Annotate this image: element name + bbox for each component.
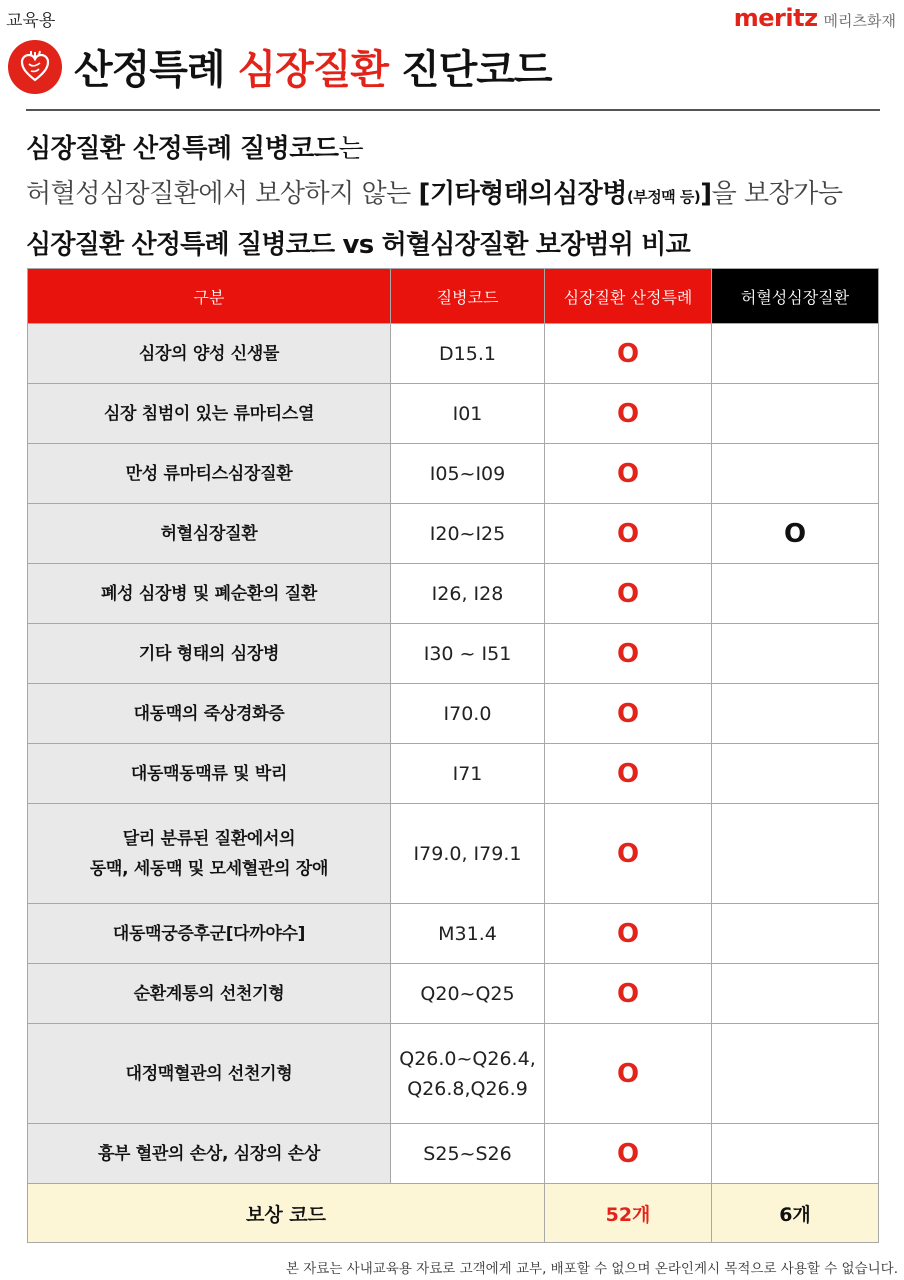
intro-line-2 (26, 173, 843, 210)
table-row (28, 804, 879, 904)
ischemic-mark (712, 964, 879, 1024)
special-case-mark: O (545, 504, 712, 564)
title-row (8, 38, 552, 95)
header-ischemic: 허혈성심장질환 (712, 269, 879, 324)
row-category: 대정맥혈관의 선천기형 (28, 1024, 391, 1124)
title-part-1: 산정특례 (74, 47, 238, 93)
row-code: Q20~Q25 (391, 964, 545, 1024)
row-code: I20~I25 (391, 504, 545, 564)
table-row (28, 384, 879, 444)
intro2-bracket-close: ] (700, 179, 712, 209)
footnote-disclaimer: 본 자료는 사내교육용 자료로 고객에게 교부, 배포할 수 없으며 온라인게시 목적으로 사용할 수 없습니다. (285, 1261, 898, 1277)
intro2-small-note: (부정맥 등) (626, 188, 701, 206)
special-case-mark: O (545, 564, 712, 624)
ischemic-mark (712, 324, 879, 384)
row-category: 대동맥동맥류 및 박리 (28, 744, 391, 804)
table-row (28, 624, 879, 684)
intro2-post: 을 보장가능 (711, 179, 843, 209)
row-code: I30 ~ I51 (391, 624, 545, 684)
special-case-mark: O (545, 1124, 712, 1184)
ischemic-mark: O (712, 504, 879, 564)
row-category: 만성 류마티스심장질환 (28, 444, 391, 504)
special-case-mark: O (545, 744, 712, 804)
row-code: M31.4 (391, 904, 545, 964)
title-accent: 심장질환 (237, 47, 389, 93)
special-case-mark: O (545, 444, 712, 504)
row-code: S25~S26 (391, 1124, 545, 1184)
special-case-mark: O (545, 804, 712, 904)
page-title (74, 38, 552, 95)
special-case-mark: O (545, 964, 712, 1024)
row-category: 심장의 양성 신생물 (28, 324, 391, 384)
comparison-subtitle: 심장질환 산정특례 질병코드 vs 허혈심장질환 보장범위 비교 (26, 230, 690, 260)
total-label: 보상 코드 (28, 1184, 545, 1243)
row-code-line-1: Q26.0~Q26.4, (399, 1047, 536, 1070)
table-row (28, 504, 879, 564)
table-row (28, 964, 879, 1024)
special-case-mark: O (545, 384, 712, 444)
intro-line-1 (26, 128, 363, 165)
row-category: 심장 침범이 있는 류마티스열 (28, 384, 391, 444)
table-row (28, 564, 879, 624)
ischemic-mark (712, 384, 879, 444)
special-case-mark: O (545, 904, 712, 964)
table-row (28, 1124, 879, 1184)
education-tag: 교육용 (6, 11, 56, 31)
row-category: 대동맥의 죽상경화증 (28, 684, 391, 744)
title-divider (26, 109, 880, 111)
ischemic-mark (712, 564, 879, 624)
special-case-mark: O (545, 624, 712, 684)
ischemic-mark (712, 904, 879, 964)
ischemic-mark (712, 684, 879, 744)
row-code (391, 1024, 545, 1124)
row-category: 폐성 심장병 및 폐순환의 질환 (28, 564, 391, 624)
brand-name-korean: 메리츠화재 (823, 12, 896, 30)
ischemic-mark (712, 1124, 879, 1184)
header-special-case: 심장질환 산정특례 (545, 269, 712, 324)
row-code: I70.0 (391, 684, 545, 744)
ischemic-mark (712, 744, 879, 804)
brand-wordmark: meritz (733, 4, 818, 32)
total-special-case: 52개 (545, 1184, 712, 1243)
table-row (28, 904, 879, 964)
table-row (28, 444, 879, 504)
intro-rest: 는 (338, 134, 364, 164)
table-row (28, 744, 879, 804)
table-row (28, 1024, 879, 1124)
ischemic-mark (712, 1024, 879, 1124)
heart-anatomy-icon (8, 40, 62, 94)
row-category: 대동맥궁증후군[다까야수] (28, 904, 391, 964)
comparison-table (27, 268, 879, 1243)
row-category: 허혈심장질환 (28, 504, 391, 564)
row-category: 기타 형태의 심장병 (28, 624, 391, 684)
row-category: 순환계통의 선천기형 (28, 964, 391, 1024)
row-category-line-1: 달리 분류된 질환에서의 (122, 828, 296, 849)
row-code-line-2: Q26.8,Q26.9 (407, 1077, 528, 1100)
title-part-2: 진단코드 (388, 47, 552, 93)
row-code: I79.0, I79.1 (391, 804, 545, 904)
row-category (28, 804, 391, 904)
row-category-line-2: 동맥, 세동맥 및 모세혈관의 장애 (89, 858, 329, 879)
table-row (28, 684, 879, 744)
total-row (28, 1184, 879, 1243)
ischemic-mark (712, 624, 879, 684)
row-code: I26, I28 (391, 564, 545, 624)
row-code: I71 (391, 744, 545, 804)
brand-logo (734, 4, 896, 32)
row-code: I01 (391, 384, 545, 444)
row-code: D15.1 (391, 324, 545, 384)
intro2-pre: 허혈성심장질환에서 보상하지 않는 (26, 179, 419, 209)
row-category: 흉부 혈관의 손상, 심장의 손상 (28, 1124, 391, 1184)
ischemic-mark (712, 444, 879, 504)
intro2-bracket-open: [ (418, 179, 430, 209)
intro2-bracket-text: 기타형태의심장병 (429, 179, 627, 209)
row-code: I05~I09 (391, 444, 545, 504)
table-row (28, 324, 879, 384)
header-code: 질병코드 (391, 269, 545, 324)
special-case-mark: O (545, 684, 712, 744)
special-case-mark: O (545, 1024, 712, 1124)
intro-bold: 심장질환 산정특례 질병코드 (26, 134, 339, 164)
header-category: 구분 (28, 269, 391, 324)
special-case-mark: O (545, 324, 712, 384)
total-ischemic: 6개 (712, 1184, 879, 1243)
ischemic-mark (712, 804, 879, 904)
